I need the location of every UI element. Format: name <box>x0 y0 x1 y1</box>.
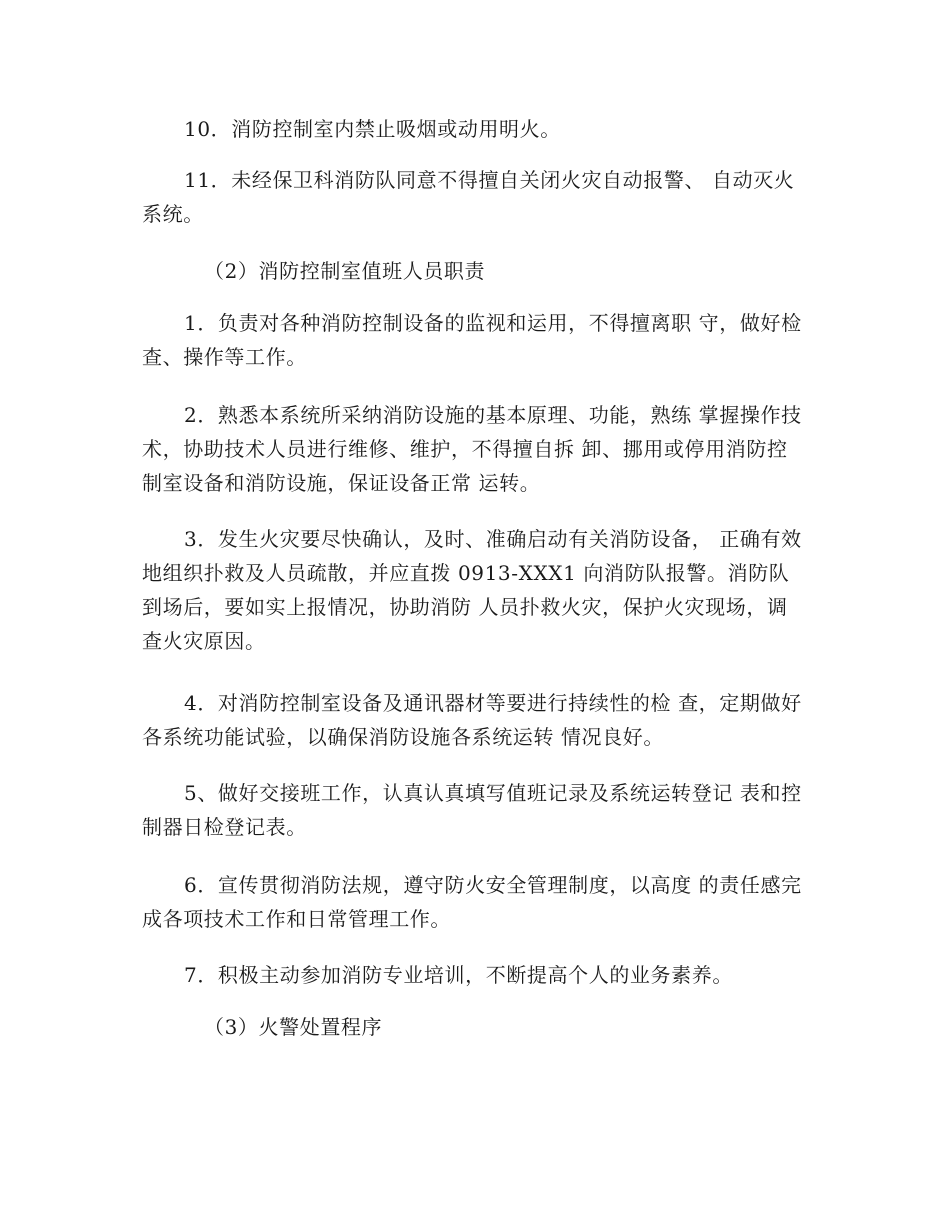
duty-item-2: 2．熟悉本系统所采纳消防设施的基本原理、功能，熟练 掌握操作技术，协助技术人员进行维修、维护，不得擅自拆 卸、挪用或停用消防控制室设备和消防设施，保证设备正常 运转。 <box>142 403 802 495</box>
paragraph-item-11: 11．未经保卫科消防队同意不得擅自关闭火灾自动报警、 自动灭火系统。 <box>142 168 795 226</box>
duty-item-5: 5、做好交接班工作，认真认真填写值班记录及系统运转登记 表和控制器日检登记表。 <box>142 781 802 839</box>
duty-item-3: 3．发生火灾要尽快确认，及时、准确启动有关消防设备， 正确有效地组织扑救及人员疏散，并应直拨 0913-XXX1 向消防队报警。消防队到场后，要如实上报情况，协助消防 人员扑救火灾，保护火灾现场，调查火灾原因。 <box>142 527 802 653</box>
duty-item-4: 4．对消防控制室设备及通讯器材等要进行持续性的检 查，定期做好各系统功能试验，以确保消防设施各系统运转 情况良好。 <box>142 691 802 749</box>
duty-item-7: 7．积极主动参加消防专业培训，不断提高个人的业务素养。 <box>184 963 733 987</box>
section-heading-2: （2）消防控制室值班人员职责 <box>204 259 486 283</box>
duty-item-6: 6．宣传贯彻消防法规，遵守防火安全管理制度，以高度 的责任感完成各项技术工作和日常管理工作。 <box>142 873 802 931</box>
section-heading-3: （3）火警处置程序 <box>204 1015 383 1039</box>
duty-item-1: 1．负责对各种消防控制设备的监视和运用，不得擅离职 守，做好检查、操作等工作。 <box>142 311 802 369</box>
paragraph-item-10: 10．消防控制室内禁止吸烟或动用明火。 <box>184 117 561 141</box>
